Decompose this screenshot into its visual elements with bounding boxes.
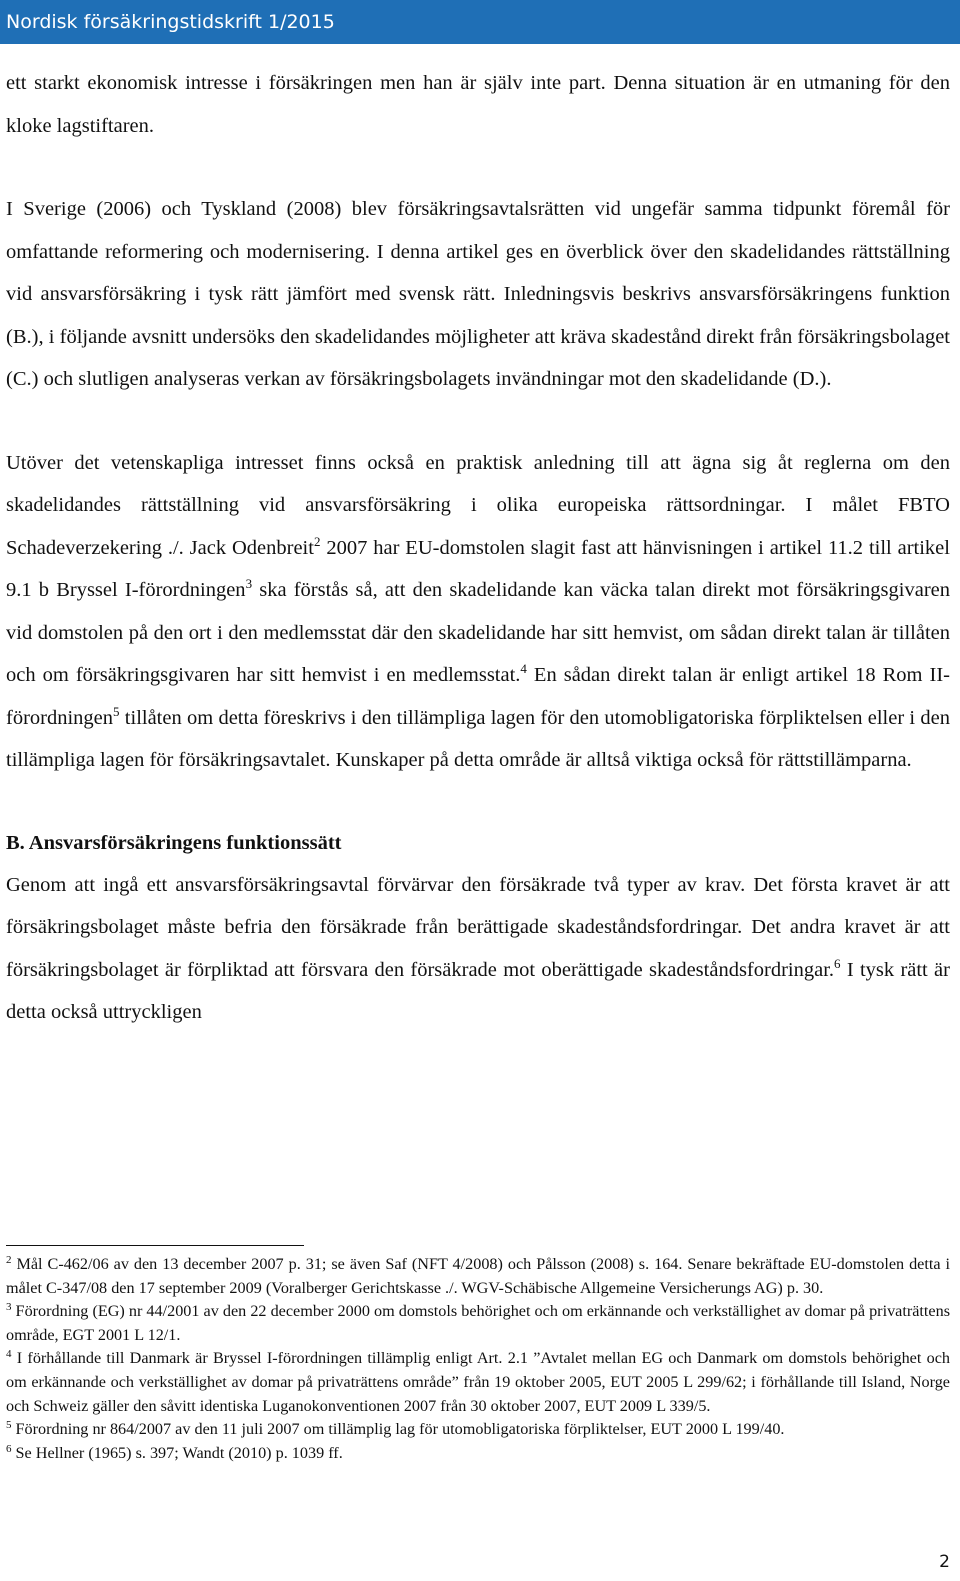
- body-text: [6, 62, 950, 1034]
- paragraph-practical-reason: [6, 442, 950, 782]
- footnote-text: I förhållande till Danmark är Bryssel I-förordningen tillämplig enligt Art. 2.1 ”Avtalet mellan EG och Danmark om domstols behörighet och om erkännande och verkställighet av domar på privaträttens område” från 19 oktober 2005, EUT 2005 L 299/62; i förhållande till Island, Norge och Schweiz gäller den såvitt identiska Luganokonventionen 2007 från 30 oktober 2007, EUT 2009 L 339/5.: [6, 1349, 950, 1415]
- footnote-number: 3: [6, 1301, 12, 1314]
- footnote-5: [6, 1418, 950, 1442]
- footnote-number: 4: [6, 1348, 12, 1361]
- text-segment: ska förstås så, att den skadelidande kan väcka talan direkt mot försäkringsgivaren vid domstolen på den ort i den medlemsstat där den skadelidande har sitt hemvist, om sådan direkt talan är tillåten och om försäkringsgivaren har sitt hemvist i en medlemsstat.: [6, 579, 950, 686]
- footnote-ref-4[interactable]: 4: [520, 661, 527, 676]
- text-segment: 2007 har EU-domstolen slagit fast att hänvisningen i artikel 11.2 till artikel 9.1 b Bryssel I-förordningen: [6, 536, 950, 601]
- footnote-ref-6[interactable]: 6: [834, 955, 841, 971]
- footnote-text: Förordning nr 864/2007 av den 11 juli 2007 om tillämplig lag för utomobligatoriska förpliktelser, EUT 2000 L 199/40.: [11, 1420, 785, 1439]
- footnote-ref-3[interactable]: 3: [245, 576, 253, 591]
- footnote-number: 2: [6, 1254, 12, 1266]
- text-segment: Utöver det vetenskapliga intresset finns också en praktisk anledning till att ägna sig åt reglerna om den skadelidandes rättställning vid ansvarsförsäkring i olika europeiska rättsordningar. I målet FBTO Schadeverzekering ./. Jack Odenbreit: [6, 451, 950, 559]
- footnote-separator: [6, 1245, 304, 1246]
- footnote-6: [6, 1442, 950, 1466]
- footnote-text: Se Hellner (1965) s. 397; Wandt (2010) p. 1039 ff.: [11, 1443, 343, 1462]
- footnote-2: [6, 1253, 950, 1300]
- journal-title: Nordisk försäkringstidskrift 1/2015: [6, 11, 335, 33]
- footnotes: [6, 1253, 950, 1465]
- footnote-ref-5[interactable]: 5: [113, 703, 120, 719]
- journal-header: [0, 0, 960, 44]
- paragraph-function: [6, 864, 950, 1034]
- footnote-text: Förordning (EG) nr 44/2001 av den 22 december 2000 om domstols behörighet och om erkännande och verkställighet av domar på privaträttens område, EGT 2001 L 12/1.: [6, 1302, 950, 1344]
- footnote-number: 6: [6, 1442, 12, 1455]
- footnote-number: 5: [6, 1419, 12, 1432]
- footnote-4: [6, 1347, 950, 1418]
- text-segment: tillåten om detta föreskrivs i den tillämpliga lagen för den utomobligatoriska förpliktelsen eller i den tillämpliga lagen för försäkringsavtalet. Kunskaper på detta område är alltså viktiga också för rättstillämparna.: [6, 706, 950, 771]
- text-segment: Genom att ingå ett ansvarsförsäkringsavtal förvärvar den försäkrade två typer av krav. Det första kravet är att försäkringsbolaget måste befria den försäkrade från berättigade skadeståndsfordringar. Det andra kravet är att försäkringsbolaget är förpliktad att försvara den försäkrade mot oberättigade skadeståndsfordringar.: [6, 873, 950, 981]
- section-heading-b: B. Ansvarsförsäkringens funktionssätt: [6, 831, 342, 854]
- text-segment: I tysk rätt är detta också uttryckligen: [6, 958, 950, 1023]
- paragraph-intro: ett starkt ekonomisk intresse i försäkringen men han är själv inte part. Denna situation är en utmaning för den kloke lagstiftaren.: [6, 72, 950, 137]
- footnote-ref-2[interactable]: 2: [313, 533, 321, 549]
- footnote-text: Mål C-462/06 av den 13 december 2007 p. 31; se även Saf (NFT 4/2008) och Pålsson (2008) s. 164. Senare bekräftade EU-domstolen detta i målet C-347/08 den 17 september 2009 (Voralberger Gerichtskasse ./. WGV-Schäbische Allgemeine Versicherungs AG) p. 30.: [6, 1255, 950, 1297]
- text-segment: En sådan direkt talan är enligt artikel 18 Rom II-förordningen: [6, 664, 950, 729]
- page-number: 2: [939, 1552, 950, 1572]
- footnote-3: [6, 1300, 950, 1347]
- paragraph-overview: I Sverige (2006) och Tyskland (2008) blev försäkringsavtalsrätten vid ungefär samma tidpunkt föremål för omfattande reformering och modernisering. I denna artikel ges en överblick över den skadelidandes rättställning vid ansvarsförsäkring i tysk rätt jämfört med svensk rätt. Inledningsvis beskrivs ansvarsförsäkringens funktion (B.), i följande avsnitt undersöks den skadelidandes möjligheter att kräva skadestånd direkt från försäkringsbolaget (C.) och slutligen analyseras verkan av försäkringsbolagets invändningar mot den skadelidande (D.).: [6, 198, 950, 390]
